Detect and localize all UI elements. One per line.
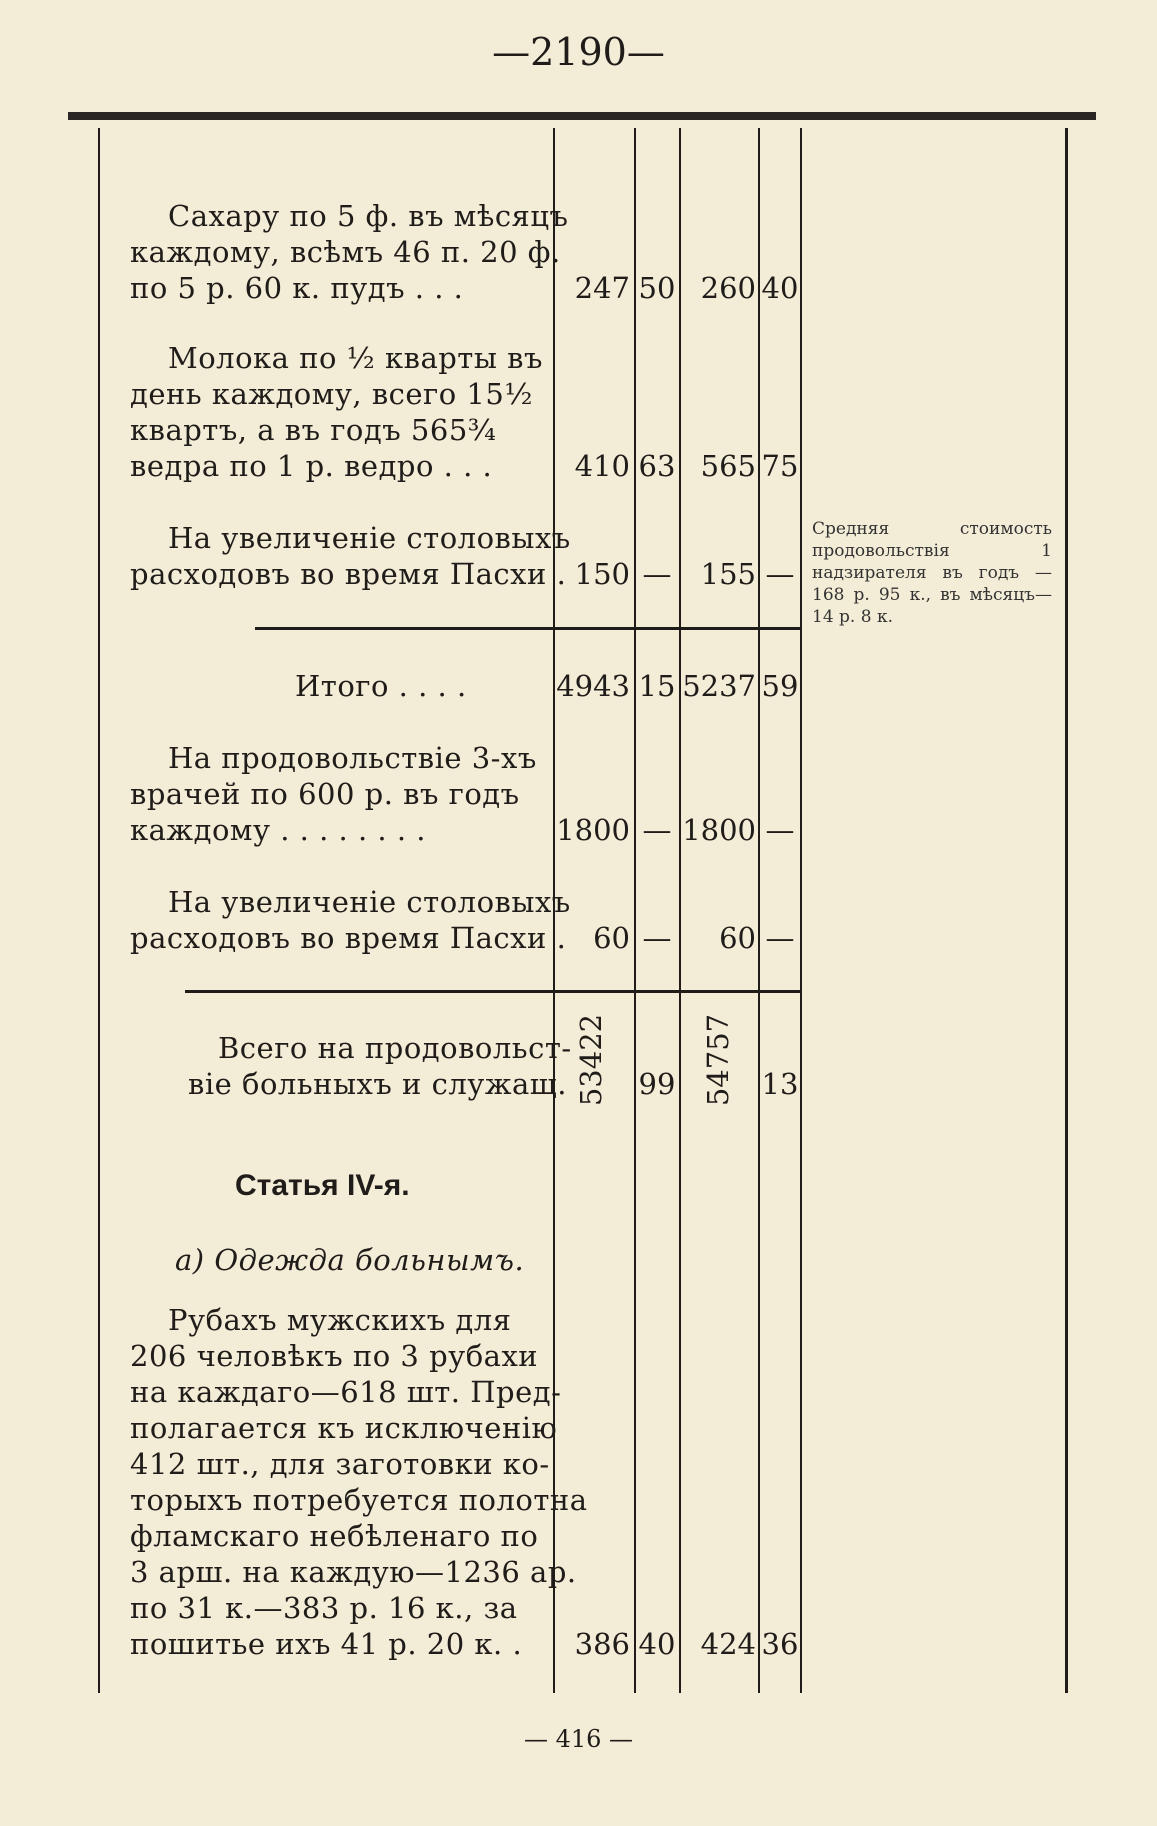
amount-a-rub: 60 <box>593 921 630 955</box>
row-text-line: На увеличеніе столовыхъ <box>168 885 571 919</box>
section-text-line: фламскаго небѣленаго по <box>130 1519 539 1553</box>
col-divider-b <box>634 128 636 1693</box>
section-text-line: торыхъ потребуется полотна <box>130 1483 588 1517</box>
grand-total-label-line: Всего на продовольст- <box>218 1031 572 1065</box>
row-text-line: каждому . . . . . . . . <box>130 813 427 847</box>
rule-before-vsego <box>185 990 800 993</box>
row-text-line: каждому, всѣмъ 46 п. 20 ф. <box>130 235 561 269</box>
col-divider-e <box>800 128 802 1693</box>
grand-total-a-rub: 53422 <box>574 1013 608 1107</box>
amount-a-rub: 247 <box>574 271 630 305</box>
section-text-line: на каждаго—618 шт. Пред- <box>130 1375 562 1409</box>
header-rule <box>68 112 1096 120</box>
section-text-line: 206 человѣкъ по 3 рубахи <box>130 1339 539 1373</box>
row-text-line: На продовольствіе 3-хъ <box>168 741 537 775</box>
amount-b-rub: 424 <box>700 1627 756 1661</box>
total-a-rub: 4943 <box>556 669 630 703</box>
total-b-rub: 5237 <box>682 669 756 703</box>
section-title: Статья IV-я. <box>235 1169 410 1202</box>
grand-total-b-rub: 54757 <box>701 1013 735 1107</box>
amount-a-kop: 50 <box>638 271 676 305</box>
row-text-line: Сахару по 5 ф. въ мѣсяцъ <box>168 199 569 233</box>
amount-b-rub: 60 <box>719 921 756 955</box>
row-text-line: по 5 р. 60 к. пудъ . . . <box>130 271 464 305</box>
amount-b-kop: 75 <box>761 449 799 483</box>
amount-b-kop: 40 <box>761 271 799 305</box>
amount-a-rub: 386 <box>574 1627 630 1661</box>
row-text-line: расходовъ во время Пасхи . <box>130 557 567 591</box>
section-text-line: пошитье ихъ 41 р. 20 к. . <box>130 1627 523 1661</box>
amount-b-rub: 155 <box>700 557 756 591</box>
row-text-line: Молока по ½ кварты въ <box>168 341 543 375</box>
rule-before-itogo <box>255 627 800 630</box>
total-a-kop: 15 <box>638 669 676 703</box>
row-text-line: расходовъ во время Пасхи . <box>130 921 567 955</box>
total-label: Итого . . . . <box>295 669 467 703</box>
table-right-border <box>1065 128 1068 1693</box>
row-text-line: врачей по 600 р. въ годъ <box>130 777 520 811</box>
page-footer-number: — 416 — <box>523 1725 634 1753</box>
amount-b-kop: 36 <box>761 1627 799 1661</box>
amount-a-rub: 150 <box>574 557 630 591</box>
col-divider-c <box>679 128 681 1693</box>
total-b-kop: 59 <box>761 669 799 703</box>
amount-a-kop: — <box>642 813 672 847</box>
amount-b-rub: 1800 <box>682 813 756 847</box>
table-left-border <box>98 128 100 1693</box>
section-text-line: 412 шт., для заготовки ко- <box>130 1447 550 1481</box>
section-text-line: полагается къ исключенію <box>130 1411 558 1445</box>
amount-b-kop: — <box>765 921 795 955</box>
side-note: Средняя стоимость продовольствія 1 надзирателя въ годъ — 168 р. 95 к., въ мѣсяцъ—14 р. 8 к. <box>812 519 1052 627</box>
grand-total-a-kop: 99 <box>638 1067 676 1101</box>
amount-b-kop: — <box>765 557 795 591</box>
row-text-line: день каждому, всего 15½ <box>130 377 533 411</box>
row-text-line: ведра по 1 р. ведро . . . <box>130 449 493 483</box>
amount-a-kop: — <box>642 921 672 955</box>
section-text-line: по 31 к.—383 р. 16 к., за <box>130 1591 518 1625</box>
section-subtitle: а) Одежда больнымъ. <box>175 1243 525 1277</box>
row-text-line: На увеличеніе столовыхъ <box>168 521 571 555</box>
amount-a-kop: 40 <box>638 1627 676 1661</box>
amount-a-rub: 410 <box>574 449 630 483</box>
amount-a-rub: 1800 <box>556 813 630 847</box>
grand-total-label-line: віе больныхъ и служащ. <box>188 1067 567 1101</box>
amount-a-kop: — <box>642 557 672 591</box>
section-text-line: 3 арш. на каждую—1236 ар. <box>130 1555 577 1589</box>
amount-b-rub: 565 <box>700 449 756 483</box>
section-text-line: Рубахъ мужскихъ для <box>168 1303 512 1337</box>
row-text-line: квартъ, а въ годъ 565¾ <box>130 413 497 447</box>
col-divider-d <box>758 128 760 1693</box>
page-header-number: —2190— <box>492 30 665 74</box>
amount-a-kop: 63 <box>638 449 676 483</box>
amount-b-rub: 260 <box>700 271 756 305</box>
amount-b-kop: — <box>765 813 795 847</box>
grand-total-b-kop: 13 <box>761 1067 799 1101</box>
